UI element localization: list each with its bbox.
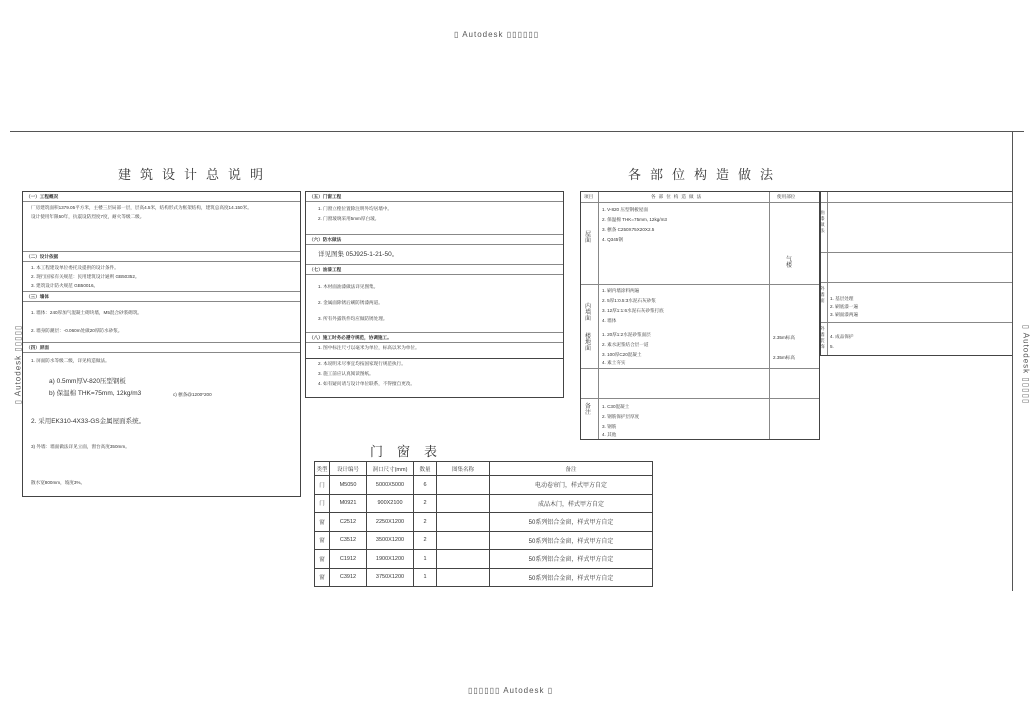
note-line: 3. 所有外露铁件均应做防锈处理。 — [318, 316, 388, 321]
note-line: （七）油漆工程 — [309, 267, 342, 272]
note-line: 详见图集 05J925-1-21-50。 — [318, 251, 399, 258]
group-exterior-wall: 外墙面 — [820, 286, 825, 303]
note-line: （三）墙体 — [26, 294, 49, 299]
note-line: b) 保温棉 THK=75mm, 12kg/m3 — [49, 390, 142, 397]
row-item: 3. 钢筋 — [602, 424, 617, 429]
row-item: 2. 钢筋保护层厚度 — [602, 414, 640, 419]
note-line: 1. 门窗立樘位置除注明外均居墙中。 — [318, 206, 393, 211]
row-item: 4. Q345钢 — [602, 237, 623, 242]
cell-remark: 成品木门，样式甲方自定 — [490, 494, 653, 513]
cell-type: 窗 — [315, 568, 330, 587]
col-header: 备注 — [490, 462, 653, 476]
watermark-right: ▯ Autodesk ▯▯▯▯▯ — [1021, 324, 1030, 405]
drawing-frame-right — [1012, 131, 1013, 591]
cell-qty: 2 — [414, 513, 437, 532]
note-line: 1. 本工程建设单位委托及提供的设计条件。 — [31, 265, 119, 270]
note-line: 2. 本说明未尽事宜均按国家现行规范执行。 — [318, 361, 406, 366]
cell-atlas — [437, 513, 490, 532]
col-header: 数量 — [414, 462, 437, 476]
cell-remark: 电动卷帘门，样式甲方自定 — [490, 476, 653, 495]
row-item: 3. 12厚1:1:6水泥石灰砂浆打底 — [602, 308, 664, 313]
strip-row: 5. — [830, 344, 834, 349]
row-item: 3. 100厚C20混凝土 — [602, 352, 642, 357]
cell-code: C2512 — [330, 513, 367, 532]
cell-size: 3500X1200 — [367, 531, 414, 550]
construction-table — [580, 191, 820, 440]
note-line: 1. 墙体：240厚加气混凝土砌块墙，M5混合砂浆砌筑。 — [31, 310, 143, 315]
cell-type: 门 — [315, 476, 330, 495]
cell-atlas — [437, 494, 490, 513]
note-line: 3) 外墙：墙面做法详见立面，窗台高度350mm。 — [31, 444, 130, 449]
cell-qty: 2 — [414, 494, 437, 513]
drawing-frame-top — [10, 131, 1024, 132]
note-line: 散水宽800mm，坡度3%。 — [31, 480, 86, 485]
right-strip-table — [820, 191, 1012, 356]
cell-qty: 6 — [414, 476, 437, 495]
note-line: 2. 墙身防潮层：-0.060m处做20厚防水砂浆。 — [31, 328, 123, 333]
row-item: 2. 5厚1:0.5:3水泥石灰砂浆 — [602, 298, 656, 303]
cell-code: M5050 — [330, 476, 367, 495]
note-line: 3. 施工前应认真阅读图纸。 — [318, 371, 374, 376]
note-line: 2. 现行国家有关规范：民用建筑设计通则 GB50352。 — [31, 274, 140, 279]
watermark-left: ▯ Autodesk ▯▯▯▯▯ — [13, 324, 23, 405]
table-row — [315, 531, 653, 550]
note-line: 2. 门窗玻璃采用5mm厚白玻。 — [318, 216, 380, 221]
cell-remark: 50系列铝合金窗，样式甲方自定 — [490, 568, 653, 587]
group-notes: 备注 — [585, 404, 592, 416]
table-row — [315, 494, 653, 513]
row-item: 1. C30混凝土 — [602, 404, 630, 409]
row-item: 4. 其他 — [602, 432, 617, 437]
cell-qty: 1 — [414, 550, 437, 569]
cell-code: C3912 — [330, 568, 367, 587]
note-line: 3. 建筑设计防火规范 GB50016。 — [31, 283, 99, 288]
row-item: 1. V-820 压型钢板屋面 — [602, 207, 648, 212]
note-line: c) 檩条@1200*200 — [173, 392, 212, 397]
cell-size: 3750X1200 — [367, 568, 414, 587]
cell-size: 5000X5000 — [367, 476, 414, 495]
col-header-method: 各部位构造做法 — [651, 194, 705, 199]
table-row — [315, 568, 653, 587]
cell-type: 门 — [315, 494, 330, 513]
col-header: 洞口尺寸(mm) — [367, 462, 414, 476]
watermark-bottom: ▯▯▯▯▯▯ Autodesk ▯ — [468, 686, 554, 695]
row-item: 1. 刷内墙涂料两遍 — [602, 288, 640, 293]
cell-type: 窗 — [315, 531, 330, 550]
cell-atlas — [437, 550, 490, 569]
construction-title: 各部位构造做法 — [628, 167, 783, 182]
row-item: 3. 檩条 C250X75X20X2.5 — [602, 227, 655, 232]
cell-qty: 1 — [414, 568, 437, 587]
row-item: 4. 素土夯实 — [602, 360, 626, 365]
note-line: （八）施工时务必遵守规范，协调施工。 — [309, 335, 392, 340]
cell-size: 1900X1200 — [367, 550, 414, 569]
cell-type: 窗 — [315, 513, 330, 532]
note-line: （四）屏面 — [26, 345, 49, 350]
table-header-row — [315, 462, 653, 476]
usage-loft: 气楼 — [786, 257, 793, 269]
watermark-top: ▯ Autodesk ▯▯▯▯▯▯ — [454, 30, 540, 39]
col-header: 类型 — [315, 462, 330, 476]
cell-atlas — [437, 568, 490, 587]
cell-code: M0921 — [330, 494, 367, 513]
general-notes-middle — [305, 191, 564, 359]
col-header: 设计编号 — [330, 462, 367, 476]
strip-row: 2. 刷底漆一遍 — [830, 304, 859, 309]
general-notes-middle-lower — [305, 358, 564, 398]
general-notes-title: 建筑设计总说明 — [118, 167, 273, 182]
strip-row: 3. 刷面漆两遍 — [830, 312, 859, 317]
note-line: 1. 图中标注尺寸以毫米为单位，标高以米为单位。 — [318, 345, 420, 350]
note-line: 2. 采用EK310-4X33-GS金属屋面系统。 — [31, 418, 146, 425]
strip-row: 1. 基层处理 — [830, 296, 854, 301]
row-item: 4. 墙体 — [602, 318, 617, 323]
general-notes-left — [22, 191, 301, 497]
cell-remark: 50系列铝合金窗，样式甲方自定 — [490, 550, 653, 569]
note-line: 厂房建筑面积1379.05平方米，主楼三层局部一层，层高4.5米，结构形式为框架结构，建筑总高度14.150米。 — [31, 205, 252, 210]
table-row — [315, 476, 653, 495]
cell-atlas — [437, 476, 490, 495]
table-row — [315, 550, 653, 569]
note-line: （二）设计依据 — [26, 254, 59, 259]
note-line: a) 0.5mm厚V-820压型钢板 — [49, 378, 126, 385]
strip-row: 4. 成品保护 — [830, 334, 854, 339]
col-header-item: 项目 — [584, 194, 594, 199]
cell-remark: 50系列铝合金窗，样式甲方自定 — [490, 513, 653, 532]
cell-type: 窗 — [315, 550, 330, 569]
cell-atlas — [437, 531, 490, 550]
usage-level: 2.35m标高 — [773, 335, 795, 340]
cell-remark: 50系列铝合金窗，样式甲方自定 — [490, 531, 653, 550]
note-line: 4. 如有疑问请与设计单位联系，不得擅自更改。 — [318, 381, 415, 386]
group-floor: 楼地面 — [585, 334, 592, 352]
cell-code: C1912 — [330, 550, 367, 569]
cell-code: C3512 — [330, 531, 367, 550]
usage-level: 2.35m标高 — [773, 355, 795, 360]
door-window-table — [314, 461, 653, 587]
col-header: 图集名称 — [437, 462, 490, 476]
row-item: 2. 保温棉 THK=75mm, 12kg/m3 — [602, 217, 667, 222]
cell-size: 2250X1200 — [367, 513, 414, 532]
table-row — [315, 513, 653, 532]
note-line: （五）门窗工程 — [309, 194, 342, 199]
note-line: 2. 金属面除锈后刷防锈漆两道。 — [318, 300, 383, 305]
cell-size: 900X2100 — [367, 494, 414, 513]
group-interior-wall: 内墙面 — [585, 304, 592, 322]
row-item: 2. 素水泥浆结合层一道 — [602, 342, 649, 347]
note-line: 设计使用年限50年，抗震设防烈度7度，耐火等级二级。 — [31, 214, 145, 219]
note-line: 1. 木材面油漆做法详见图集。 — [318, 284, 379, 289]
note-line: （一）工程概况 — [26, 194, 59, 199]
group-exterior-deco: 外墙装饰 — [820, 326, 825, 349]
row-item: 1. 20厚1:2水泥砂浆面层 — [602, 332, 651, 337]
note-line: 1. 屏面防水等级二级，详见构造做法。 — [31, 358, 110, 363]
group-paint: 油漆做法 — [820, 210, 825, 233]
note-line: （六）防水做法 — [309, 237, 342, 242]
door-window-title: 门窗表 — [370, 444, 452, 459]
col-header-usage: 使用部位 — [777, 194, 796, 199]
group-roof: 屋面 — [585, 232, 592, 244]
cell-qty: 2 — [414, 531, 437, 550]
